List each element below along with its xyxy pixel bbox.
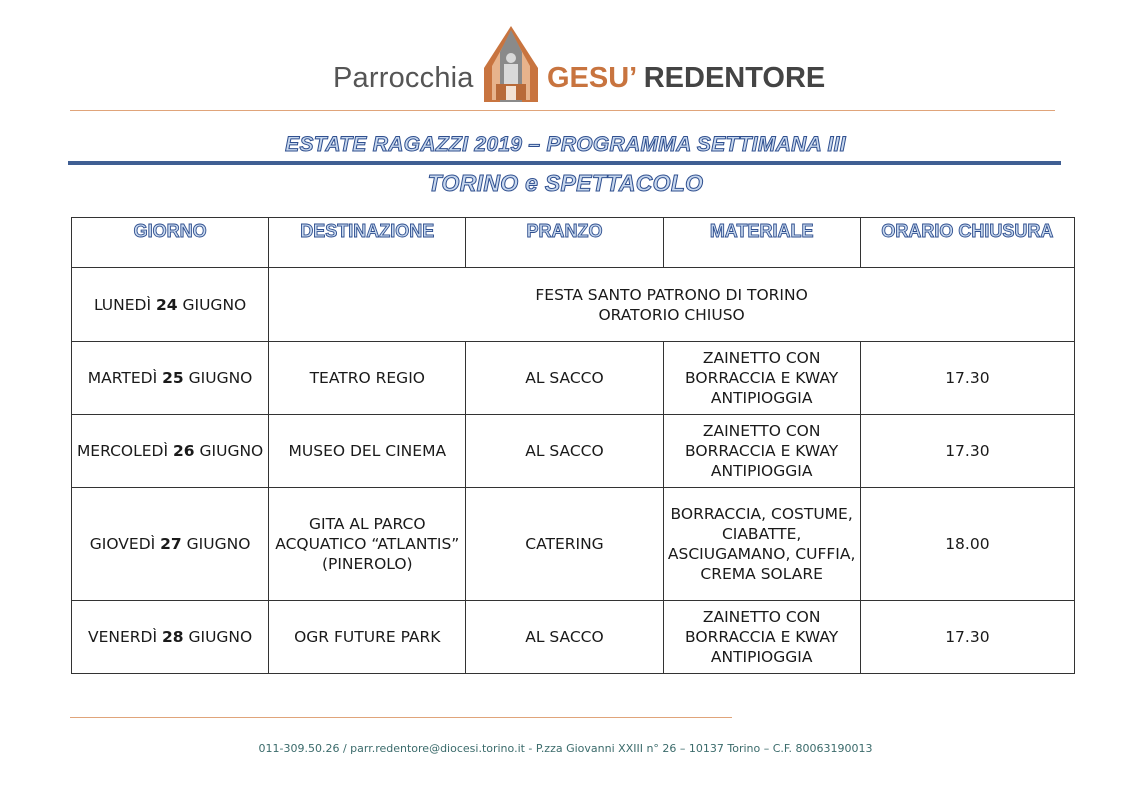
- header-divider: [70, 110, 1055, 111]
- schedule-table: [71, 217, 1075, 674]
- header-orario-chiusura: ORARIO CHIUSURA: [860, 218, 1074, 268]
- destination-cell: TEATRO REGIO: [269, 342, 466, 415]
- table-row: [72, 342, 1075, 415]
- header-destinazione: DESTINAZIONE: [269, 218, 466, 268]
- parish-name: [547, 62, 825, 95]
- closing-time-cell: 17.30: [860, 342, 1074, 415]
- material-cell: ZAINETTO CON BORRACCIA E KWAY ANTIPIOGGIA: [663, 415, 860, 488]
- table-row: [72, 601, 1075, 674]
- day-cell: LUNEDÌ 24 GIUGNO: [72, 268, 269, 342]
- destination-cell: MUSEO DEL CINEMA: [269, 415, 466, 488]
- title-divider: [68, 161, 1061, 165]
- parish-name-suffix: REDENTORE: [643, 62, 826, 94]
- closed-notice-cell: FESTA SANTO PATRONO DI TORINO ORATORIO CHIUSO: [269, 268, 1075, 342]
- day-cell: MERCOLEDÌ 26 GIUGNO: [72, 415, 269, 488]
- material-cell: ZAINETTO CON BORRACCIA E KWAY ANTIPIOGGIA: [663, 342, 860, 415]
- church-logo-icon: [478, 24, 544, 104]
- footer-divider: [70, 717, 732, 718]
- program-title: ESTATE RAGAZZI 2019 – PROGRAMMA SETTIMANA III: [285, 133, 846, 156]
- table-row: [72, 268, 1075, 342]
- closing-time-cell: 18.00: [860, 488, 1074, 601]
- lunch-cell: AL SACCO: [466, 601, 663, 674]
- parish-name-prefix: GESU’: [547, 62, 636, 94]
- lunch-cell: AL SACCO: [466, 342, 663, 415]
- day-cell: MARTEDÌ 25 GIUGNO: [72, 342, 269, 415]
- header-giorno: GIORNO: [72, 218, 269, 268]
- table-row: [72, 488, 1075, 601]
- closing-time-cell: 17.30: [860, 601, 1074, 674]
- parish-word: Parrocchia: [333, 62, 474, 94]
- footer-contact: 011-309.50.26 / parr.redentore@diocesi.torino.it - P.zza Giovanni XXIII n° 26 – 10137 Torino – C.F. 80063190013: [258, 742, 873, 755]
- header-materiale: MATERIALE: [663, 218, 860, 268]
- material-cell: ZAINETTO CON BORRACCIA E KWAY ANTIPIOGGIA: [663, 601, 860, 674]
- day-cell: VENERDÌ 28 GIUGNO: [72, 601, 269, 674]
- program-subtitle: TORINO e SPETTACOLO: [427, 170, 704, 196]
- lunch-cell: AL SACCO: [466, 415, 663, 488]
- material-cell: BORRACCIA, COSTUME, CIABATTE, ASCIUGAMANO, CUFFIA, CREMA SOLARE: [663, 488, 860, 601]
- destination-cell: OGR FUTURE PARK: [269, 601, 466, 674]
- table-header-row: [72, 218, 1075, 268]
- lunch-cell: CATERING: [466, 488, 663, 601]
- header-pranzo: PRANZO: [466, 218, 663, 268]
- table-row: [72, 415, 1075, 488]
- day-cell: GIOVEDÌ 27 GIUGNO: [72, 488, 269, 601]
- destination-cell: GITA AL PARCO ACQUATICO “ATLANTIS” (PINEROLO): [269, 488, 466, 601]
- closing-time-cell: 17.30: [860, 415, 1074, 488]
